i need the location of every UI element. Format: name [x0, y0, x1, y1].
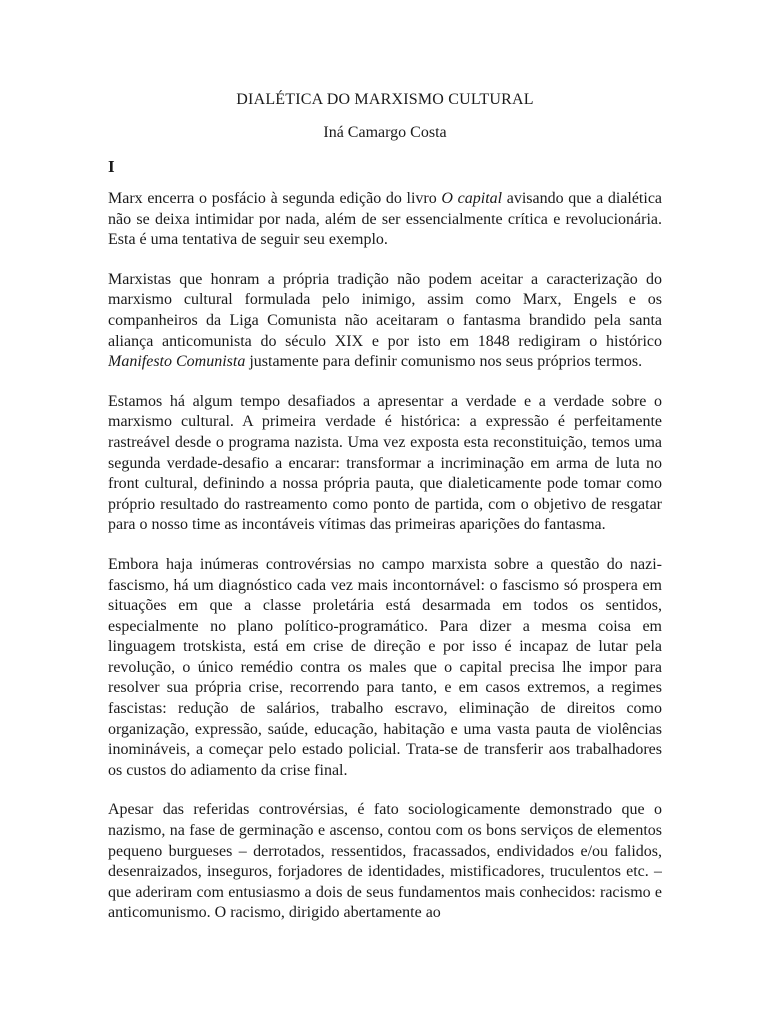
paragraph-2-text-b: justamente para definir comunismo nos seus próprios termos.: [245, 353, 643, 371]
paragraph-2-italic: Manifesto Comunista: [108, 353, 246, 371]
paragraph-1: [108, 189, 662, 251]
document-title: DIALÉTICA DO MARXISMO CULTURAL: [236, 91, 534, 108]
paragraph-1-text-b: avisando que a dialética não se deixa intimidar por nada, além de ser essencialmente crítica e revolucionária. Esta é uma tentativa de seguir seu exemplo.: [108, 190, 662, 249]
paragraph-5: Apesar das referidas controvérsias, é fato sociologicamente demonstrado que o nazismo, na fase de germinação e ascenso, contou com os bons serviços de elementos pequeno burgueses – derrotados, ressentidos, fracassados, endividados e/ou falidos, desenraizados, inseguros, forjadores de identidades, mistificadores, truculentos etc. – que aderiram com entusiasmo a dois de seus fundamentos mais conhecidos: racismo e anticomunismo. O racismo, dirigido abertamente ao: [108, 801, 662, 922]
paragraph-4: Embora haja inúmeras controvérsias no campo marxista sobre a questão do nazi-fascismo, há um diagnóstico cada vez mais incontornável: o fascismo só prospera em situações em que a classe proletária está desarmada em todos os sentidos, especialmente no plano político-programático. Para dizer a mesma coisa em linguagem trotskista, está em crise de direção e por isso é incapaz de lutar pela revolução, o único remédio contra os males que o capital precisa lhe impor para resolver sua própria crise, recorrendo para tanto, e em casos extremos, a regimes fascistas: redução de salários, trabalho escravo, eliminação de direitos como organização, expressão, saúde, educação, habitação e uma vasta pauta de violências inomináveis, a começar pelo estado policial. Trata-se de transferir aos trabalhadores os custos do adiamento da crise final.: [108, 555, 662, 779]
paragraph-2-text-a: Marxistas que honram a própria tradição não podem aceitar a caracterização do marxismo cultural formulada pelo inimigo, assim como Marx, Engels e os companheiros da Liga Comunista não aceitaram o fantasma brandido pela santa aliança anticomunista do século XIX e por isto em 1848 redigiram o histórico: [108, 270, 662, 350]
paragraph-1-italic: O capital: [441, 190, 503, 207]
document-page: [108, 0, 662, 1024]
document-author: Iná Camargo Costa: [323, 124, 447, 141]
paragraph-1-text-a: Marx encerra o posfácio à segunda edição do livro: [108, 190, 442, 207]
document-body: [108, 189, 662, 943]
section-heading: I: [108, 157, 115, 176]
paragraph-3: Estamos há algum tempo desafiados a apresentar a verdade e a verdade sobre o marxismo cultural. A primeira verdade é histórica: a expressão é perfeitamente rastreável desde o programa nazista. Uma vez exposta esta reconstituição, temos uma segunda verdade-desafio a encarar: transformar a incriminação em arma de luta no front cultural, definindo a nossa própria pauta, que dialeticamente pode tomar como próprio resultado do rastreamento como ponto de partida, com o objetivo de resgatar para o nosso time as incontáveis vítimas das primeiras aparições do fantasma.: [108, 392, 662, 534]
paragraph-2: [108, 270, 662, 373]
